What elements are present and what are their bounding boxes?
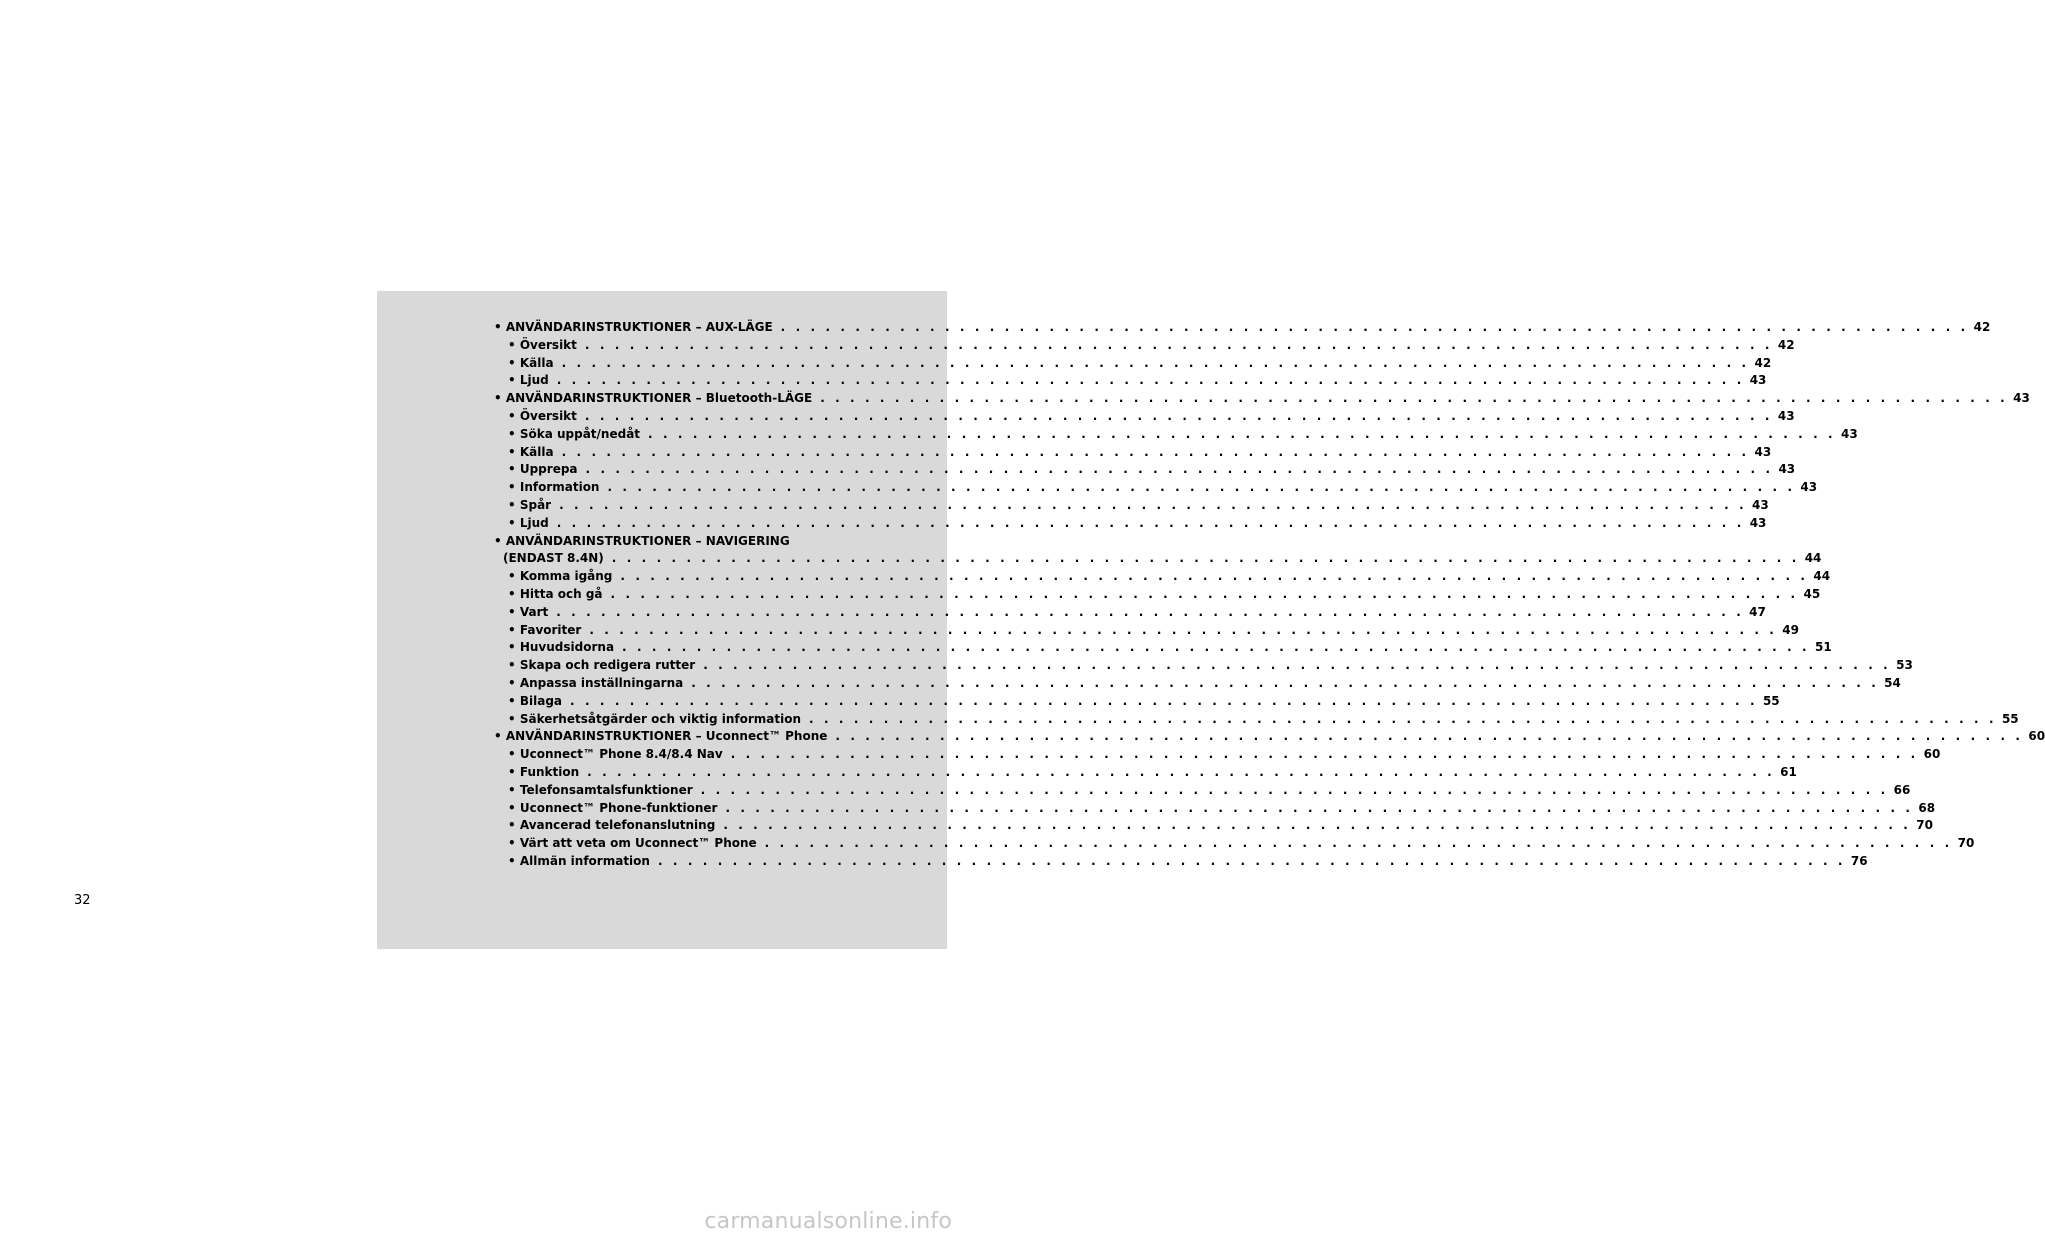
toc-entry-page: 43 [1749,373,1767,388]
toc-dot-leader: . . . . . . . . . . . . . . . . . . . . . . . . . . . . . . . . . . . . . . . . . . . . . . . . . . . . . . . . . . . . . . . . . . . . . . . . . . . . . . . . [570,693,1758,708]
toc-entry-page: 70 [1916,818,1933,833]
toc-entry-page: 43 [1752,497,1769,512]
toc-dot-leader: . . . . . . . . . . . . . . . . . . . . . . . . . . . . . . . . . . . . . . . . . . . . . . . . . . . . . . . . . . . . . . . . . . . . . . . . . . . . . . . . [589,622,1777,637]
toc-dot-leader: . . . . . . . . . . . . . . . . . . . . . . . . . . . . . . . . . . . . . . . . . . . . . . . . . . . . . . . . . . . . . . . . . . . . . . . . . . . . . . . . [556,515,1745,530]
toc-panel [377,291,2045,949]
toc-section-entry[interactable] [494,319,1991,337]
toc-list [494,319,2045,871]
toc-entry-page: 43 [1749,515,1767,530]
toc-subsection-entry[interactable] [494,408,1795,426]
toc-dot-leader: . . . . . . . . . . . . . . . . . . . . . . . . . . . . . . . . . . . . . . . . . . . . . . . . . . . . . . . . . . . . . . . . . . . . . . . . . . . . . . . . [611,551,1800,566]
toc-entry-page: 55 [2001,711,2019,726]
toc-dot-leader: . . . . . . . . . . . . . . . . . . . . . . . . . . . . . . . . . . . . . . . . . . . . . . . . . . . . . . . . . . . . . . . . . . . . . . . . . . . . . . . . [561,444,1750,459]
toc-entry-page: 49 [1782,622,1799,637]
toc-entry-label: • Översikt [508,408,577,423]
toc-dot-leader: . . . . . . . . . . . . . . . . . . . . . . . . . . . . . . . . . . . . . . . . . . . . . . . . . . . . . . . . . . . . . . . . . . . . . . . . . . . . . . . . [584,337,1773,352]
toc-entry-page: 76 [1850,853,1868,868]
toc-entry-page: 43 [2013,391,2030,406]
toc-entry-label: • ANVÄNDARINSTRUKTIONER – Bluetooth-LÄGE [494,391,813,406]
toc-entry-label: • Allmän information [508,853,650,868]
toc-entry-label: • ANVÄNDARINSTRUKTIONER – Uconnect™ Phone [494,729,828,744]
toc-entry-page: 55 [1762,693,1780,708]
toc-dot-leader: . . . . . . . . . . . . . . . . . . . . . . . . . . . . . . . . . . . . . . . . . . . . . . . . . . . . . . . . . . . . . . . . . . . . . . . . . . . . . . . . [610,586,1799,601]
toc-dot-leader: . . . . . . . . . . . . . . . . . . . . . . . . . . . . . . . . . . . . . . . . . . . . . . . . . . . . . . . . . . . . . . . . . . . . . . . . . . . . . . . . [561,355,1750,370]
toc-subsection-entry[interactable] [494,337,1795,355]
toc-subsection-entry[interactable] [494,515,1767,533]
toc-section-entry[interactable] [494,533,882,551]
toc-entry-page: 68 [1918,800,1936,815]
toc-entry-label: • Komma igång [508,569,613,584]
toc-subsection-entry[interactable] [494,746,1941,764]
toc-subsection-entry[interactable] [494,444,1772,462]
toc-section-entry[interactable] [494,728,2045,746]
toc-dot-leader: . . . . . . . . . . . . . . . . . . . . . . . . . . . . . . . . . . . . . . . . . . . . . . . . . . . . . . . . . . . . . . . . . . . . . . . . . . . . . . . . [622,640,1810,655]
toc-subsection-entry[interactable] [494,782,1911,800]
toc-entry-page: 66 [1893,782,1911,797]
toc-entry-label: • Information [508,480,600,495]
toc-entry-label: • Värt att veta om Uconnect™ Phone [508,836,757,851]
toc-entry-page: 44 [1813,569,1831,584]
toc-entry-page: 43 [1840,426,1858,441]
toc-subsection-entry[interactable] [494,604,1766,622]
toc-entry-label: (ENDAST 8.4N) [503,551,604,566]
toc-dot-leader: . . . . . . . . . . . . . . . . . . . . . . . . . . . . . . . . . . . . . . . . . . . . . . . . . . . . . . . . . . . . . . . . . . . . . . . . . . . . . . . . [730,747,1919,762]
toc-dot-leader: . . . . . . . . . . . . . . . . . . . . . . . . . . . . . . . . . . . . . . . . . . . . . . . . . . . . . . . . . . . . . . . . . . . . . . . . . . . . . . . . [780,320,1969,334]
toc-subsection-entry[interactable] [494,639,1832,657]
toc-entry-page: 51 [1814,640,1832,655]
toc-entry-page: 60 [1923,747,1941,762]
toc-entry-label: • Källa [508,355,554,370]
toc-subsection-entry[interactable] [494,355,1772,373]
toc-entry-label: • Upprepa [508,462,578,477]
toc-dot-leader: . . . . . . . . . . . . . . . . . . . . . . . . . . . . . . . . . . . . . . . . . . . . . . . . . . . . . . . . . . . . . . . . . . . . . . . . . . . . . . . . [725,800,1914,815]
toc-entry-label: • Ljud [508,515,549,530]
toc-entry-label: • Telefonsamtalsfunktioner [508,782,693,797]
toc-dot-leader: . . . . . . . . . . . . . . . . . . . . . . . . . . . . . . . . . . . . . . . . . . . . . . . . . . . . . . . . . . . . . . . . . . . . . . . . . . . . . . . . [820,391,2008,406]
toc-dot-leader: . . . . . . . . . . . . . . . . . . . . . . . . . . . . . . . . . . . . . . . . . . . . . . . . . . . . . . . . . . . . . . . . . . . . . . . . . . . . . . . . [587,764,1775,779]
toc-entry-page: 61 [1780,764,1797,779]
toc-subsection-entry[interactable] [494,675,1901,693]
toc-entry-label: • Söka uppåt/nedåt [508,426,641,441]
toc-subsection-entry[interactable] [494,479,1818,497]
toc-dot-leader: . . . . . . . . . . . . . . . . . . . . . . . . . . . . . . . . . . . . . . . . . . . . . . . . . . . . . . . . . . . . . . . . . . . . . . . . . . . . . . . . [648,426,1836,441]
toc-dot-leader: . . . . . . . . . . . . . . . . . . . . . . . . . . . . . . . . . . . . . . . . . . . . . . . . . . . . . . . . . . . . . . . . . . . . . . . . . . . . . . . . [835,729,2024,744]
toc-entry-page: 42 [1973,320,1991,334]
toc-entry-page: 60 [2028,729,2045,744]
toc-dot-leader: . . . . . . . . . . . . . . . . . . . . . . . . . . . . . . . . . . . . . . . . . . . . . . . . . . . . . . . . . . . . . . . . . . . . . . . . . . . . . . . . [559,497,1747,512]
toc-section-entry[interactable] [494,550,1822,568]
toc-section-entry[interactable] [494,390,2030,408]
toc-entry-label: • Vart [508,604,549,619]
toc-dot-leader: . . . . . . . . . . . . . . . . . . . . . . . . . . . . . . . . . . . . . . . . . . . . . . . . . . . . . . . . . . . . . . . . . . . . . . . . . . . . . . . . [585,462,1774,477]
toc-entry-label: • Översikt [508,337,577,352]
toc-entry-label: • Favoriter [508,622,582,637]
toc-subsection-entry[interactable] [494,693,1780,711]
toc-subsection-entry[interactable] [494,497,1769,515]
toc-entry-label: • Skapa och redigera rutter [508,658,696,673]
toc-dot-leader: . . . . . . . . . . . . . . . . . . . . . . . . . . . . . . . . . . . . . . . . . . . . . . . . . . . . . . . . . . . . . . . . . . . . . . . . . . . . . . . . [620,569,1809,584]
toc-entry-page: 43 [1800,480,1818,495]
toc-entry-label: • Uconnect™ Phone 8.4/8.4 Nav [508,747,723,762]
toc-entry-label: • ANVÄNDARINSTRUKTIONER – AUX-LÄGE [494,320,773,334]
toc-dot-leader: . . . . . . . . . . . . . . . . . . . . . . . . . . . . . . . . . . . . . . . . . . . . . . . . . . . . . . . . . . . . . . . . . . . . . . . . . . . . . . . . [723,818,1911,833]
toc-entry-label: • Uconnect™ Phone-funktioner [508,800,718,815]
toc-subsection-entry[interactable] [494,461,1796,479]
toc-dot-leader: . . . . . . . . . . . . . . . . . . . . . . . . . . . . . . . . . . . . . . . . . . . . . . . . . . . . . . . . . . . . . . . . . . . . . . . . . . . . . . . . [607,480,1796,495]
toc-entry-label: • Anpassa inställningarna [508,675,684,690]
toc-entry-page: 45 [1803,586,1821,601]
toc-entry-label: • Hitta och gå [508,586,603,601]
toc-entry-label: • Bilaga [508,693,563,708]
toc-subsection-entry[interactable] [494,622,1799,640]
toc-entry-page: 43 [1778,462,1796,477]
toc-dot-leader: . . . . . . . . . . . . . . . . . . . . . . . . . . . . . . . . . . . . . . . . . . . . . . . . . . . . . . . . . . . . . . . . . . . . . . . . . . . . . . . . [809,711,1997,726]
toc-subsection-entry[interactable] [494,711,2019,729]
toc-subsection-entry[interactable] [494,568,1831,586]
toc-entry-page: 53 [1896,658,1913,673]
watermark-text: carmanualsonline.info [704,1209,952,1234]
toc-entry-label: • Avancerad telefonanslutning [508,818,716,833]
toc-entry-label: • Ljud [508,373,549,388]
toc-entry-label: • Funktion [508,764,580,779]
toc-dot-leader: . . . . . . . . . . . . . . . . . . . . . . . . . . . . . . . . . . . . . . . . . . . . . . . . . . . . . . . . . . . . . . . . . . . . . . . . . . . . . . . . [703,658,1891,673]
toc-dot-leader: . . . . . . . . . . . . . . . . . . . . . . . . . . . . . . . . . . . . . . . . . . . . . . . . . . . . . . . . . . . . . . . . . . . . . . . . . . . . . . . . [764,836,1953,851]
toc-subsection-entry[interactable] [494,835,1975,853]
toc-subsection-entry[interactable] [494,426,1858,444]
toc-entry-page: 42 [1754,355,1772,370]
toc-entry-page: 43 [1754,444,1772,459]
toc-entry-label: • Huvudsidorna [508,640,615,655]
toc-dot-leader: . . . . . . . . . . . . . . . . . . . . . . . . . . . . . . . . . . . . . . . . . . . . . . . . . . . . . . . . . . . . . . . . . . . . . . . . . . . . . . . . [700,782,1889,797]
toc-subsection-entry[interactable] [494,657,1913,675]
toc-dot-leader: . . . . . . . . . . . . . . . . . . . . . . . . . . . . . . . . . . . . . . . . . . . . . . . . . . . . . . . . . . . . . . . . . . . . . . . . . . . . . . . . [556,604,1744,619]
toc-subsection-entry[interactable] [494,817,1933,835]
toc-entry-label: • Källa [508,444,554,459]
toc-dot-leader: . . . . . . . . . . . . . . . . . . . . . . . . . . . . . . . . . . . . . . . . . . . . . . . . . . . . . . . . . . . . . . . . . . . . . . . . . . . . . . . . [657,853,1846,868]
toc-dot-leader: . . . . . . . . . . . . . . . . . . . . . . . . . . . . . . . . . . . . . . . . . . . . . . . . . . . . . . . . . . . . . . . . . . . . . . . . . . . . . . . . [556,373,1745,388]
toc-entry-label: • ANVÄNDARINSTRUKTIONER – NAVIGERING [494,533,790,548]
toc-entry-page: 43 [1777,408,1795,423]
toc-subsection-entry[interactable] [494,800,1936,818]
toc-subsection-entry[interactable] [494,372,1767,390]
toc-subsection-entry[interactable] [494,586,1821,604]
toc-entry-page: 54 [1884,675,1901,690]
toc-entry-page: 47 [1749,604,1766,619]
toc-entry-page: 70 [1957,836,1975,851]
toc-entry-page: 42 [1777,337,1795,352]
toc-entry-label: • Säkerhetsåtgärder och viktig information [508,711,802,726]
toc-dot-leader: . . . . . . . . . . . . . . . . . . . . . . . . . . . . . . . . . . . . . . . . . . . . . . . . . . . . . . . . . . . . . . . . . . . . . . . . . . . . . . . . [691,675,1879,690]
toc-subsection-entry[interactable] [494,764,1797,782]
toc-entry-page: 44 [1804,551,1822,566]
toc-subsection-entry[interactable] [494,853,1868,871]
page-number: 32 [74,893,91,908]
toc-dot-leader: . . . . . . . . . . . . . . . . . . . . . . . . . . . . . . . . . . . . . . . . . . . . . . . . . . . . . . . . . . . . . . . . . . . . . . . . . . . . . . . . [584,408,1773,423]
toc-entry-label: • Spår [508,497,552,512]
